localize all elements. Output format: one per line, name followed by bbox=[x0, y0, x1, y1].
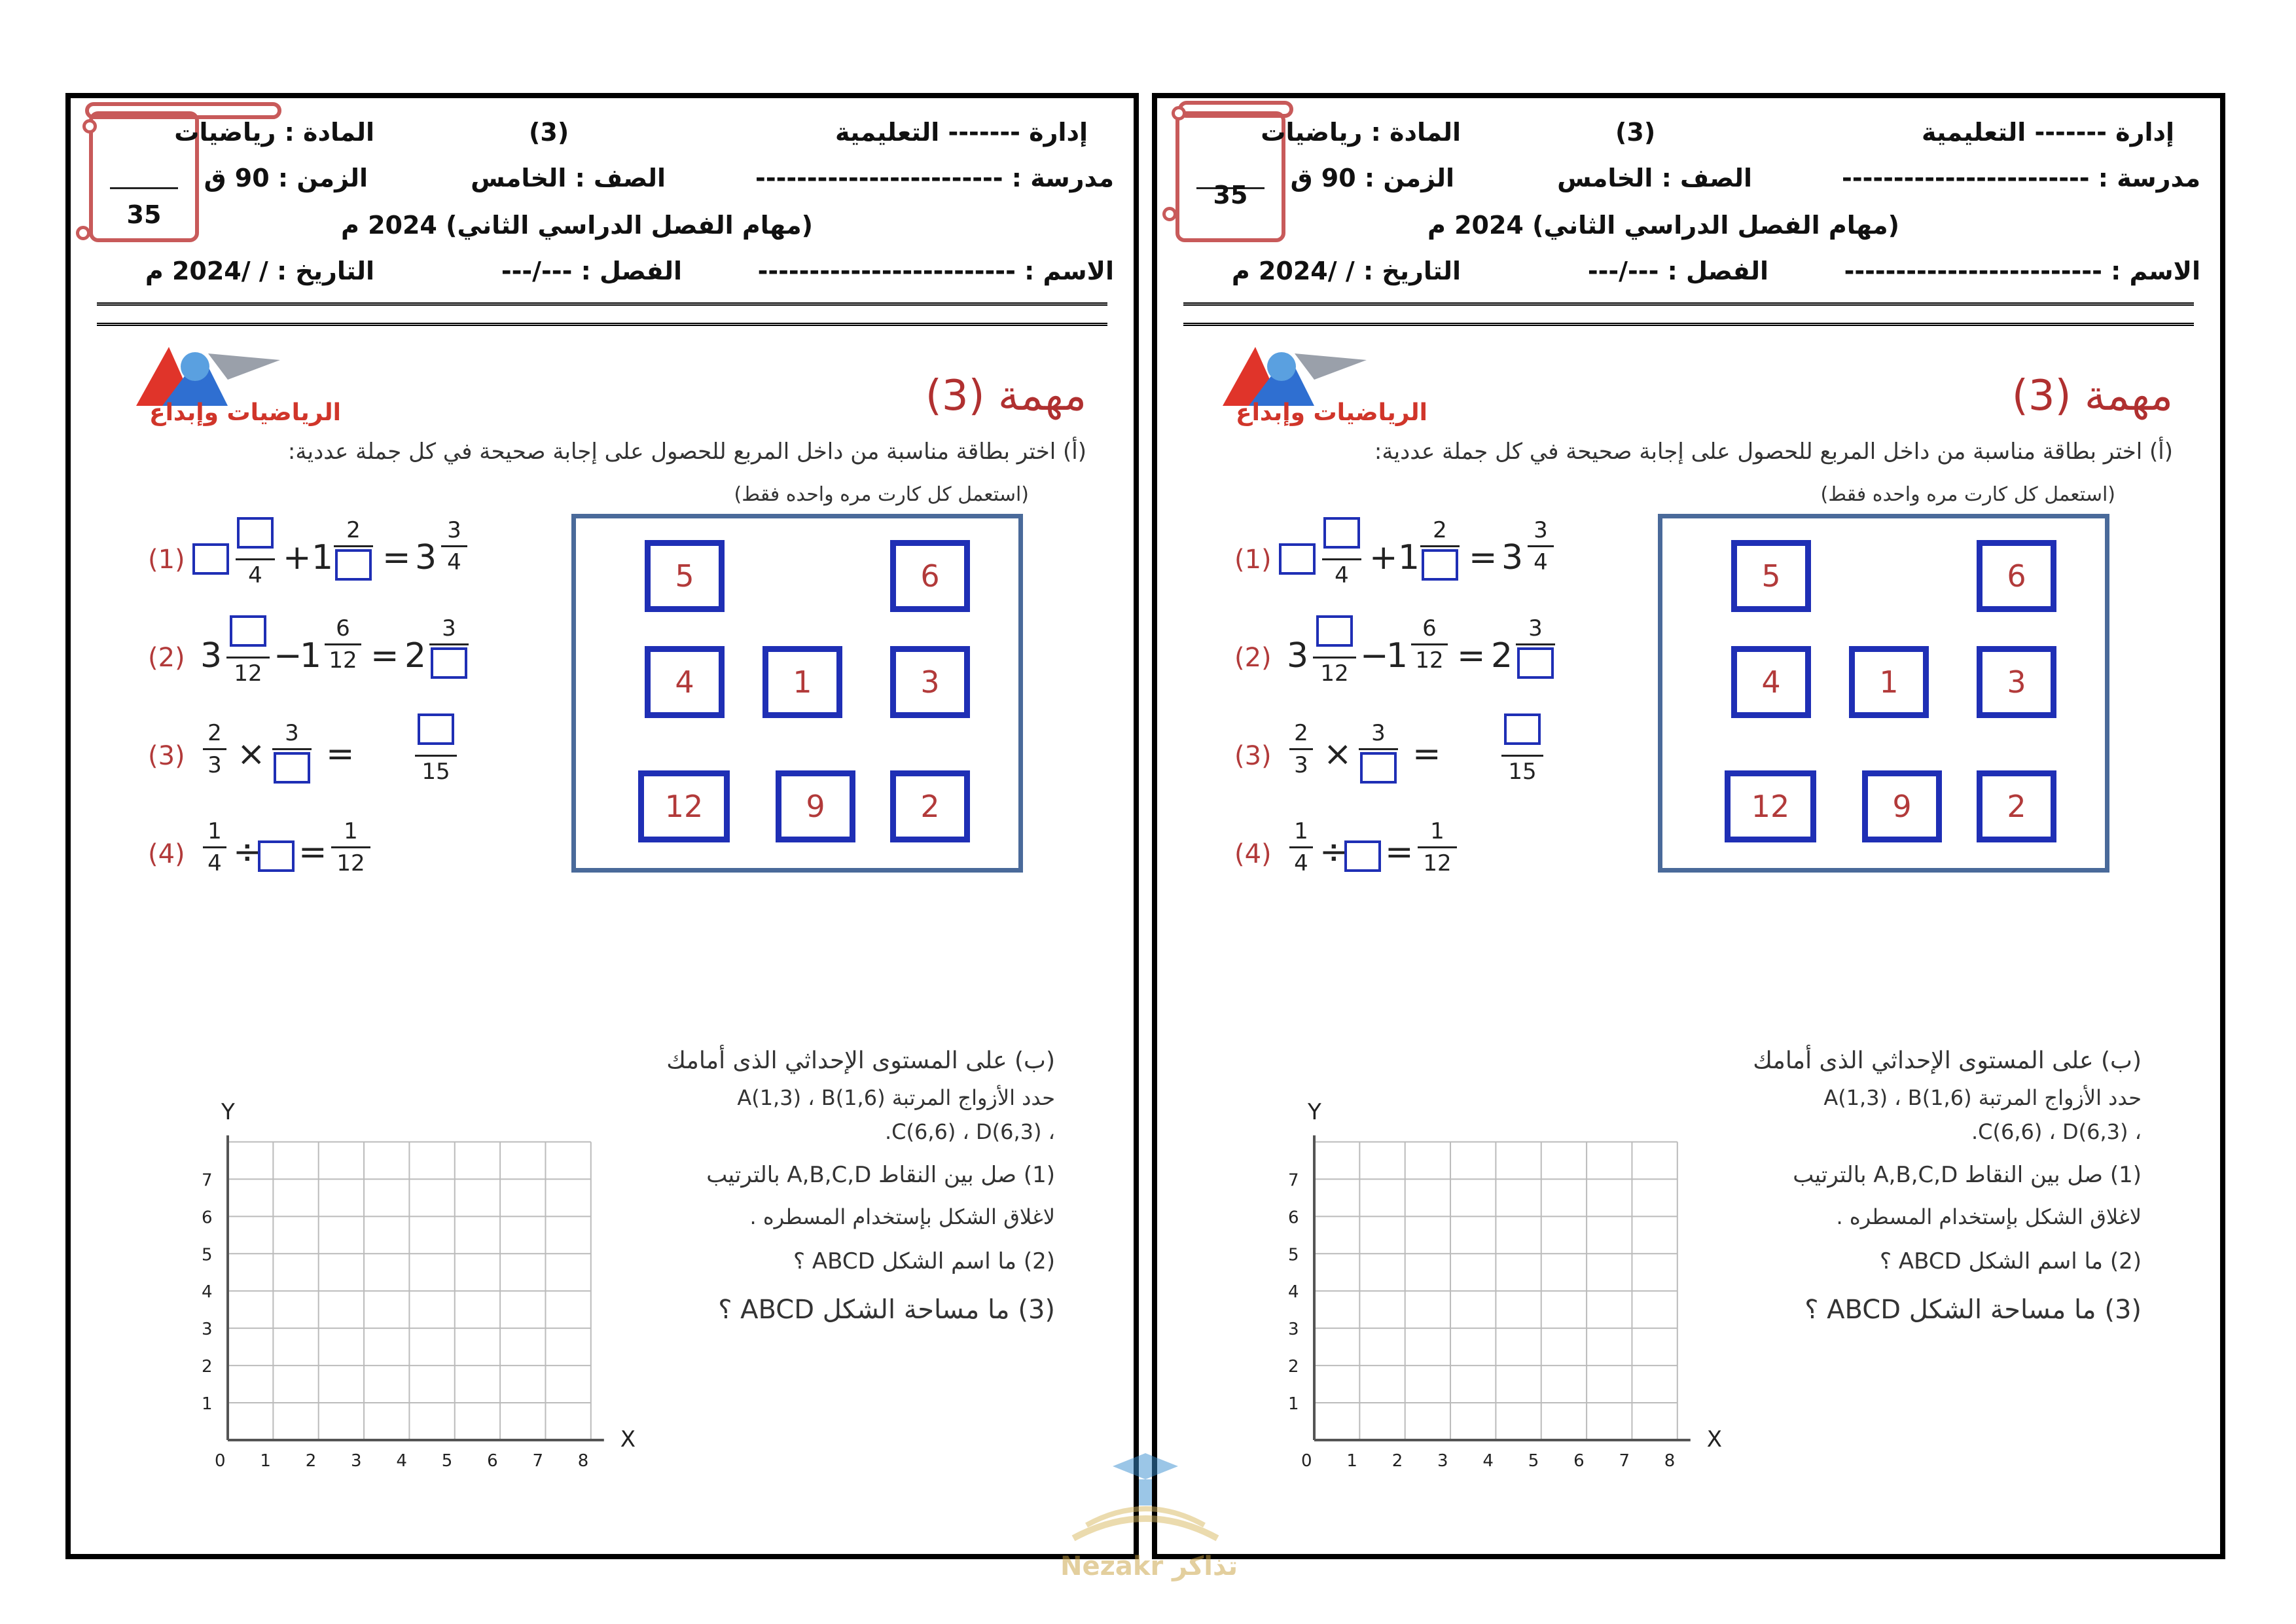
equals-sign: = bbox=[298, 833, 327, 872]
answer-blank[interactable] bbox=[1422, 549, 1458, 581]
answer-blank[interactable] bbox=[431, 647, 467, 679]
x-tick-label: 4 bbox=[396, 1451, 407, 1471]
y-tick-label: 3 bbox=[1288, 1320, 1299, 1340]
y-tick-label: 3 bbox=[202, 1320, 213, 1340]
y-tick-label: 2 bbox=[202, 1357, 213, 1377]
paren-three: (3) bbox=[1615, 118, 1656, 147]
date-label: التاريخ : / /2024 م bbox=[1231, 257, 1461, 285]
score-total: 35 bbox=[1213, 181, 1248, 209]
y-tick-label: 1 bbox=[1288, 1394, 1299, 1415]
number-card[interactable]: 2 bbox=[890, 770, 970, 842]
coordinate-grid bbox=[1249, 1099, 1723, 1471]
answer-blank[interactable] bbox=[1323, 517, 1360, 549]
equation-label: (3) bbox=[148, 741, 185, 771]
card-box bbox=[1658, 514, 2109, 873]
equation-3 bbox=[148, 713, 541, 785]
x-tick-label: 6 bbox=[1573, 1451, 1585, 1471]
fraction: 6 12 bbox=[325, 615, 361, 674]
fraction: 3 4 bbox=[1528, 517, 1554, 575]
equation-2 bbox=[148, 615, 541, 687]
x-tick-label: 2 bbox=[1391, 1451, 1403, 1471]
answer-blank[interactable] bbox=[230, 615, 266, 647]
grade-label: الصف : الخامس bbox=[471, 164, 666, 192]
task-note: (استعمل كل كارت مره واحده فقط) bbox=[734, 483, 1029, 506]
fraction: 12 bbox=[1313, 615, 1356, 687]
y-tick-label: 4 bbox=[202, 1282, 213, 1303]
x-tick-label: 7 bbox=[1619, 1451, 1630, 1471]
whole-number: 1 bbox=[312, 538, 334, 577]
fraction: 12 bbox=[226, 615, 270, 687]
number-card[interactable]: 3 bbox=[890, 646, 970, 718]
equals-sign: = bbox=[382, 538, 411, 577]
fraction: 15 bbox=[1501, 713, 1543, 785]
score-box-pin bbox=[1162, 207, 1177, 221]
y-tick-label: 5 bbox=[202, 1245, 213, 1265]
y-tick-label: 1 bbox=[202, 1394, 213, 1415]
number-card[interactable]: 12 bbox=[638, 770, 730, 842]
fraction: 3 bbox=[1359, 720, 1398, 791]
name-label: الاسم : ------------------------- bbox=[1844, 257, 2200, 285]
task-instruction: (أ) اختر بطاقة مناسبة من داخل المربع للحصول على إجابة صحيحة في كل جملة عددية: bbox=[287, 439, 1086, 465]
fraction: 3 4 bbox=[441, 517, 467, 575]
equation-1 bbox=[1234, 517, 1627, 589]
answer-blank[interactable] bbox=[192, 543, 229, 575]
y-tick-label: 2 bbox=[1288, 1357, 1299, 1377]
y-tick-label: 4 bbox=[1288, 1282, 1299, 1303]
x-tick-label: 5 bbox=[441, 1451, 453, 1471]
watermark bbox=[1047, 1440, 1244, 1591]
whole-number: 1 bbox=[1398, 538, 1420, 577]
answer-blank[interactable] bbox=[1344, 840, 1381, 872]
part-b-line5: لاغلاق الشكل بإستخدام المسطره . bbox=[749, 1204, 1055, 1229]
x-tick-label: 8 bbox=[1664, 1451, 1676, 1471]
school-label: مدرسة : ------------------------ bbox=[1842, 164, 2200, 192]
x-axis-label: X bbox=[620, 1426, 636, 1453]
equation-label: (1) bbox=[1234, 545, 1272, 575]
watermark-text: Nezakr تذاكر bbox=[1060, 1551, 1238, 1581]
part-b-line7: (3) ما مساحة الشكل ABCD ؟ bbox=[718, 1295, 1055, 1325]
x-tick-label: 3 bbox=[1437, 1451, 1448, 1471]
x-tick-label: 1 bbox=[1346, 1451, 1357, 1471]
answer-blank[interactable] bbox=[1504, 713, 1541, 745]
part-b-line2: حدد الأزواج المرتبة A(1,3) ، B(1,6) bbox=[1823, 1085, 2142, 1110]
answer-blank[interactable] bbox=[1360, 752, 1397, 784]
task-note: (استعمل كل كارت مره واحده فقط) bbox=[1820, 483, 2115, 506]
y-axis-label: Y bbox=[221, 1099, 235, 1125]
equation-label: (2) bbox=[148, 643, 185, 673]
answer-blank[interactable] bbox=[274, 752, 310, 784]
fraction: 3 bbox=[272, 720, 312, 791]
whole-number: 3 bbox=[1501, 538, 1524, 577]
answer-blank[interactable] bbox=[418, 713, 454, 745]
equals-sign: = bbox=[1412, 734, 1441, 774]
part-b-line7: (3) ما مساحة الشكل ABCD ؟ bbox=[1804, 1295, 2142, 1325]
date-label: التاريخ : / /2024 م bbox=[145, 257, 374, 285]
part-b-line3: ، C(6,6) ، D(6,3). bbox=[884, 1119, 1055, 1144]
number-card[interactable]: 2 bbox=[1977, 770, 2056, 842]
part-b-line3: ، C(6,6) ، D(6,3). bbox=[1971, 1119, 2142, 1144]
y-tick-label: 7 bbox=[1288, 1170, 1299, 1191]
fraction: 6 12 bbox=[1411, 615, 1448, 674]
header-divider bbox=[97, 302, 1107, 326]
task-title: مهمة (3) bbox=[925, 372, 1086, 420]
part-b-line6: (2) ما اسم الشكل ABCD ؟ bbox=[793, 1248, 1055, 1274]
answer-blank[interactable] bbox=[1517, 647, 1554, 679]
grade-label: الصف : الخامس bbox=[1557, 164, 1752, 192]
equation-label: (3) bbox=[1234, 741, 1272, 771]
number-card[interactable]: 4 bbox=[1731, 646, 1811, 718]
number-card[interactable]: 6 bbox=[890, 540, 970, 612]
number-card[interactable]: 9 bbox=[1862, 770, 1942, 842]
fraction: 2 3 bbox=[1289, 720, 1313, 778]
exam-page-left bbox=[65, 93, 1139, 1559]
answer-blank[interactable] bbox=[237, 517, 274, 549]
part-b-line1: (ب) على المستوى الإحداثي الذى أمامك bbox=[1753, 1047, 2142, 1074]
equals-sign: = bbox=[1469, 538, 1498, 577]
equation-4 bbox=[148, 812, 541, 884]
answer-blank[interactable] bbox=[258, 840, 295, 872]
x-tick-label: 2 bbox=[305, 1451, 317, 1471]
number-card[interactable]: 1 bbox=[762, 646, 842, 718]
term-label: (مهام الفصل الدراسي الثاني) 2024 م bbox=[341, 211, 813, 240]
admin-label: إدارة ------- التعليمية bbox=[834, 118, 1088, 147]
equation-4 bbox=[1234, 812, 1627, 884]
fraction: 1 4 bbox=[1289, 818, 1313, 876]
whole-number: 1 bbox=[300, 636, 322, 676]
x-tick-label: 8 bbox=[577, 1451, 589, 1471]
x-tick-label: 4 bbox=[1482, 1451, 1494, 1471]
equals-sign: = bbox=[1385, 833, 1414, 872]
x-tick-label: 0 bbox=[1301, 1451, 1312, 1471]
y-tick-label: 6 bbox=[202, 1208, 213, 1228]
school-label: مدرسة : ------------------------ bbox=[755, 164, 1114, 192]
x-tick-label: 3 bbox=[351, 1451, 362, 1471]
plus-sign: + bbox=[1369, 538, 1398, 577]
score-box-pin bbox=[1172, 106, 1186, 120]
answer-blank[interactable] bbox=[1316, 615, 1353, 647]
fraction: 4 bbox=[1322, 517, 1361, 588]
fraction: 3 bbox=[1516, 615, 1555, 687]
admin-label: إدارة ------- التعليمية bbox=[1921, 118, 2174, 147]
x-axis-label: X bbox=[1706, 1426, 1723, 1453]
fraction: 15 bbox=[415, 713, 457, 785]
whole-number: 3 bbox=[200, 636, 223, 676]
equals-sign: = bbox=[326, 734, 355, 774]
subject-label: المادة : رياضيات bbox=[1261, 118, 1461, 147]
y-tick-label: 7 bbox=[202, 1170, 213, 1191]
logo bbox=[97, 334, 341, 432]
exam-page-right bbox=[1152, 93, 2225, 1559]
fraction: 1 4 bbox=[203, 818, 226, 876]
fraction: 3 bbox=[429, 615, 469, 687]
y-tick-label: 5 bbox=[1288, 1245, 1299, 1265]
number-card[interactable]: 9 bbox=[776, 770, 855, 842]
y-tick-label: 6 bbox=[1288, 1208, 1299, 1228]
x-tick-label: 5 bbox=[1528, 1451, 1539, 1471]
minus-sign: − bbox=[274, 636, 302, 676]
part-b-line2: حدد الأزواج المرتبة A(1,3) ، B(1,6) bbox=[737, 1085, 1055, 1110]
logo bbox=[1183, 334, 1427, 432]
divide-sign: ÷ bbox=[1319, 833, 1348, 872]
x-tick-label: 0 bbox=[215, 1451, 226, 1471]
equation-label: (1) bbox=[148, 545, 185, 575]
paren-three: (3) bbox=[529, 118, 569, 147]
equation-2 bbox=[1234, 615, 1627, 687]
number-card[interactable]: 6 bbox=[1977, 540, 2056, 612]
part-b-line6: (2) ما اسم الشكل ABCD ؟ bbox=[1880, 1248, 2142, 1274]
number-card[interactable]: 5 bbox=[1731, 540, 1811, 612]
task-instruction: (أ) اختر بطاقة مناسبة من داخل المربع للحصول على إجابة صحيحة في كل جملة عددية: bbox=[1374, 439, 2173, 465]
whole-number: 1 bbox=[1386, 636, 1408, 676]
subject-label: المادة : رياضيات bbox=[174, 118, 374, 147]
name-label: الاسم : ------------------------- bbox=[757, 257, 1114, 285]
x-tick-label: 6 bbox=[487, 1451, 498, 1471]
part-b-line4: (1) صل بين النقاط A,B,C,D بالترتيب bbox=[706, 1162, 1055, 1188]
number-card[interactable]: 5 bbox=[645, 540, 725, 612]
y-axis-label: Y bbox=[1308, 1099, 1321, 1125]
x-tick-label: 7 bbox=[532, 1451, 543, 1471]
whole-number: 3 bbox=[415, 538, 437, 577]
equation-3 bbox=[1234, 713, 1627, 785]
fraction: 2 bbox=[1420, 517, 1460, 588]
answer-blank[interactable] bbox=[335, 549, 372, 581]
part-b-line5: لاغلاق الشكل بإستخدام المسطره . bbox=[1836, 1204, 2142, 1229]
equals-sign: = bbox=[370, 636, 399, 676]
minus-sign: − bbox=[1360, 636, 1389, 676]
score-box-pin bbox=[82, 119, 97, 134]
whole-number: 3 bbox=[1287, 636, 1309, 676]
card-box bbox=[571, 514, 1023, 873]
coordinate-grid bbox=[162, 1099, 636, 1471]
number-card[interactable]: 12 bbox=[1725, 770, 1816, 842]
times-sign: × bbox=[237, 734, 266, 774]
number-card[interactable]: 4 bbox=[645, 646, 725, 718]
equation-label: (4) bbox=[1234, 839, 1272, 869]
whole-number: 2 bbox=[404, 636, 427, 676]
equation-label: (2) bbox=[1234, 643, 1272, 673]
class-label: الفصل : ---/--- bbox=[501, 257, 682, 285]
header-divider bbox=[1183, 302, 2194, 326]
fraction: 1 12 bbox=[331, 818, 370, 876]
divide-sign: ÷ bbox=[233, 833, 262, 872]
equation-1 bbox=[148, 517, 541, 589]
part-b-line1: (ب) على المستوى الإحداثي الذى أمامك bbox=[666, 1047, 1055, 1074]
logo-text: الرياضيات وإبداع bbox=[149, 399, 341, 426]
x-tick-label: 1 bbox=[260, 1451, 271, 1471]
equation-label: (4) bbox=[148, 839, 185, 869]
fraction: 1 12 bbox=[1418, 818, 1457, 876]
number-card[interactable]: 1 bbox=[1849, 646, 1929, 718]
fraction: 4 bbox=[236, 517, 275, 588]
graduation-cap-icon bbox=[1047, 1440, 1244, 1551]
equals-sign: = bbox=[1457, 636, 1486, 676]
time-label: الزمن : 90 ق bbox=[1290, 164, 1454, 192]
number-card[interactable]: 3 bbox=[1977, 646, 2056, 718]
part-b-line4: (1) صل بين النقاط A,B,C,D بالترتيب bbox=[1793, 1162, 2142, 1188]
logo-text: الرياضيات وإبداع bbox=[1236, 399, 1427, 426]
class-label: الفصل : ---/--- bbox=[1587, 257, 1768, 285]
fraction: 2 3 bbox=[203, 720, 226, 778]
score-box-pin bbox=[76, 226, 90, 240]
score-total: 35 bbox=[126, 200, 162, 229]
fraction: 2 bbox=[334, 517, 373, 588]
whole-number: 2 bbox=[1491, 636, 1513, 676]
term-label: (مهام الفصل الدراسي الثاني) 2024 م bbox=[1427, 211, 1899, 240]
score-line bbox=[110, 187, 178, 189]
times-sign: × bbox=[1323, 734, 1352, 774]
task-title: مهمة (3) bbox=[2011, 372, 2173, 420]
plus-sign: + bbox=[283, 538, 312, 577]
answer-blank[interactable] bbox=[1279, 543, 1316, 575]
time-label: الزمن : 90 ق bbox=[204, 164, 368, 192]
